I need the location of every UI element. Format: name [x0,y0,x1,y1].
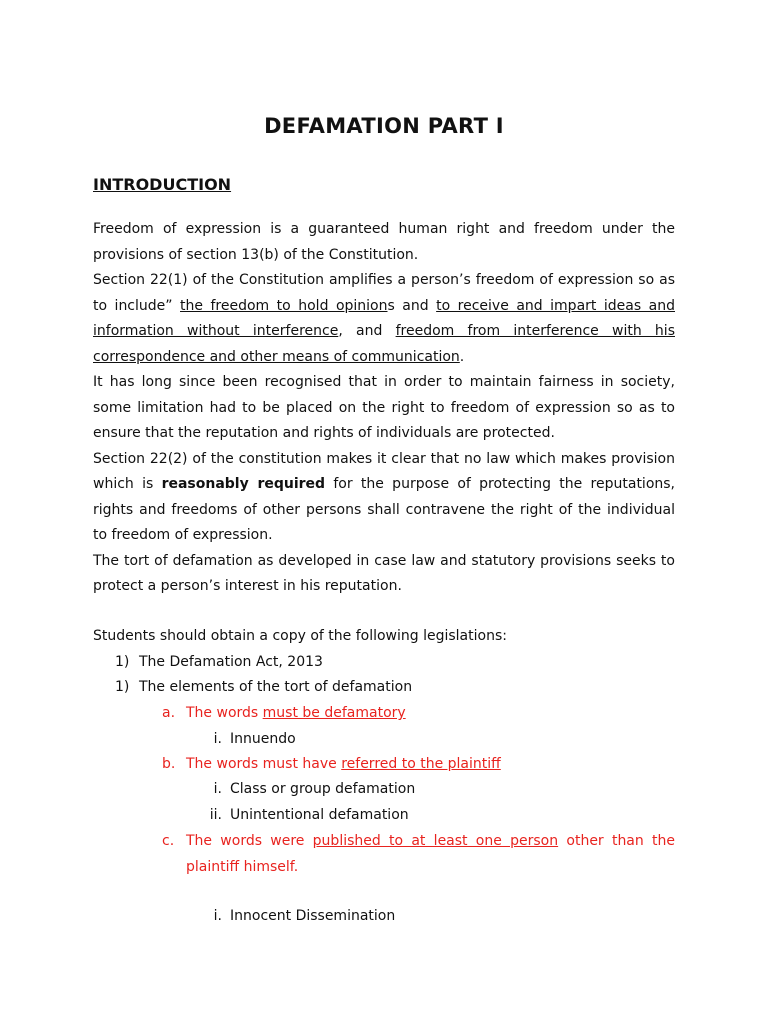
paragraph-4-text-b: for the purpose of protecting the reputations, rights and freedoms of other persons shall contravene the right of the individual to freedom of expression. [93,476,676,543]
roman-numeral: i. [213,781,222,797]
sub-item-unintentional-defamation [200,805,409,825]
underlined-phrase-ideas: to receive and impart ideas and information without interference [93,297,675,339]
element-text-underlined: must be defamatory [262,705,406,721]
sub-item-innocent-dissemination [200,906,395,926]
paragraph-2-text-a: Section 22(1) of the Constitution amplifies a person’s freedom of expression so as to include” [93,272,675,314]
list-item-text: The elements of the tort of defamation [139,679,413,695]
students-line: Students should obtain a copy of the following legislations: [93,628,507,644]
sub-item-text: Unintentional defamation [230,807,409,823]
underlined-phrase-correspondence: freedom from interference with his correspondence and other means of communication [93,323,675,365]
underlined-phrase-opinions: the freedom to hold opinion [180,297,388,314]
sub-item-text: Innocent Dissemination [230,908,396,924]
element-text: The words must have [186,756,342,772]
list-item-defamation-act [115,652,323,672]
roman-numeral: i. [213,731,222,747]
element-c [162,829,675,880]
element-text: The words [186,705,263,721]
paragraph-4-text-a: Section 22(2) of the constitution makes it clear that no law which makes provision which is [93,450,675,492]
list-item-text: The Defamation Act, 2013 [139,654,323,670]
paragraph-2 [93,268,675,370]
sub-item-text: Innuendo [230,731,296,747]
document-title: DEFAMATION PART I [264,114,504,138]
element-text-end: other than the plaintiff himself. [186,833,676,875]
element-a [162,703,406,723]
paragraph-1: Freedom of expression is a guaranteed human right and freedom under the provisions of section 13(b) of the Constitution. [93,221,675,263]
paragraph-2-text-d: . [459,348,465,365]
introduction-body [93,217,675,600]
element-text-underlined: published to at least one person [312,833,559,849]
paragraph-2-text-b: s and [387,297,437,314]
sub-item-innuendo [200,729,296,749]
element-text-block [186,829,675,880]
list-item-number: 1) [115,654,130,670]
section-heading: INTRODUCTION [93,175,232,194]
paragraph-4 [93,447,675,549]
list-item-elements [115,677,412,697]
element-label: a. [162,705,176,721]
sub-item-class-defamation [200,779,415,799]
bold-phrase-reasonably-required: reasonably required [161,476,326,492]
element-label: c. [162,833,175,849]
sub-item-text: Class or group defamation [230,781,416,797]
list-item-number: 1) [115,679,130,695]
paragraph-3: It has long since been recognised that in order to maintain fairness in society, some limitation had to be placed on the right to freedom of expression so as to ensure that the reputation and rights of individuals are protected. [93,374,675,441]
element-label: b. [162,756,176,772]
element-text-underlined: referred to the plaintiff [341,756,501,772]
roman-numeral: i. [213,908,222,924]
element-text: The words were [186,833,313,849]
paragraph-5: The tort of defamation as developed in case law and statutory provisions seeks to protect a person’s interest in his reputation. [93,552,675,594]
element-b [162,754,501,774]
paragraph-2-text-c: , and [338,323,396,339]
roman-numeral: ii. [209,807,222,823]
